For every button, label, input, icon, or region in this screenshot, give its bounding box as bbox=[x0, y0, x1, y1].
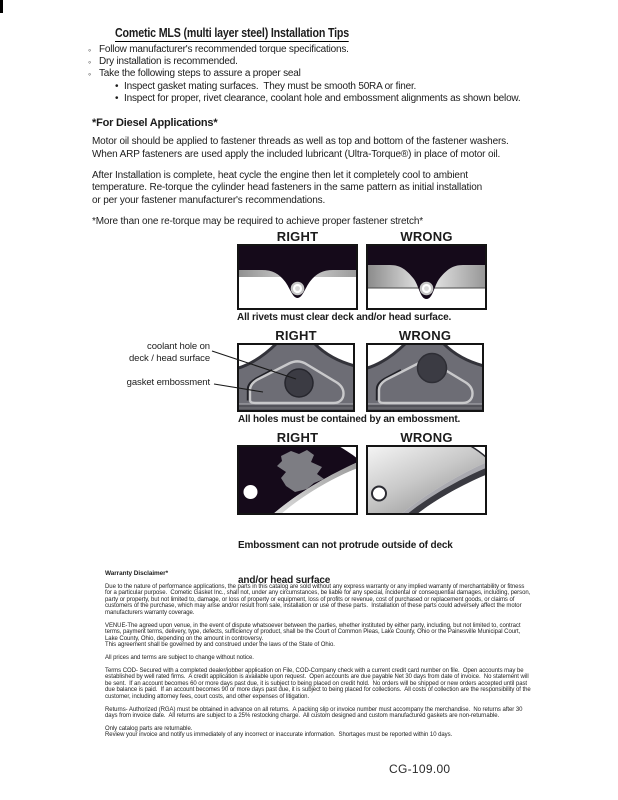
bullet-marker: ◦ bbox=[88, 69, 91, 80]
warranty-paragraph: Review your invoice and notify us immediately of any incorrect or inaccurate information. Shortages must be reported within 10 days. bbox=[105, 732, 453, 739]
wrong-header: WRONG bbox=[400, 229, 453, 244]
list-item bbox=[88, 44, 520, 56]
bullet-text: Follow manufacturer's recommended torque specifications. bbox=[99, 44, 349, 55]
list-item bbox=[115, 93, 520, 105]
page-title-text: Cometic MLS (multi layer steel) Installation Tips bbox=[115, 25, 350, 40]
sub-bullet-marker: • bbox=[115, 80, 119, 92]
warranty-paragraph: VENUE-The agreed upon venue, in the event of dispute whatsoever between the parties, whether instituted by either party, including, but not limited to, contract terms, payment terms, delivery, type, defects, sufficiency of product, shall be the Court of Common Pleas, Lake County, Ohio or the Painesville Municipal Court, Lake County, Ohio, depending on the amount in controversy. bbox=[105, 622, 523, 642]
containment-wrong-illustration bbox=[366, 343, 484, 412]
right-header: RIGHT bbox=[276, 430, 319, 445]
installation-tips-list bbox=[88, 44, 520, 105]
protrusion-right-illustration bbox=[237, 445, 358, 515]
bullet-marker: ◦ bbox=[88, 45, 91, 55]
paragraph: Motor oil should be applied to fastener threads as well as top and bottom of the fastener washers. When ARP fasteners are used apply the included lubricant (Ultra-Torque®) in place of motor oil. bbox=[92, 136, 509, 160]
rivet-wrong-illustration bbox=[366, 244, 487, 310]
right-header: RIGHT bbox=[276, 229, 319, 244]
list-item bbox=[88, 68, 520, 80]
bullet-marker: ◦ bbox=[88, 57, 91, 68]
warranty-paragraph: This agreement shall be governed by and construed under the laws of the State of Ohio. bbox=[105, 642, 335, 649]
rivet-clearance-wrong-diagram bbox=[366, 244, 487, 310]
protrusion-wrong-diagram bbox=[366, 445, 487, 515]
coolant-hole-label: coolant hole on deck / head surface bbox=[128, 341, 210, 364]
bullet-text: Inspect gasket mating surfaces. They must be smooth 50RA or finer. bbox=[124, 80, 417, 92]
warranty-heading: Warranty Disclaimer* bbox=[105, 570, 169, 577]
list-item bbox=[88, 56, 520, 68]
rivet-right-illustration bbox=[237, 244, 358, 310]
protrusion-caption: Embossment can not protrude outside of deck and/or head surface bbox=[238, 540, 453, 586]
warranty-paragraph: All prices and terms are subject to change without notice. bbox=[105, 654, 254, 661]
paragraph: After Installation is complete, heat cycle the engine then let it completely cool to ambient temperature. Re-torque the cylinder head fasteners in the same pattern as initial installation or per your fastener manufacturer's recommendations. bbox=[92, 169, 483, 207]
embossment-containment-right-diagram bbox=[237, 343, 355, 412]
gasket-embossment-label: gasket embossment bbox=[126, 377, 210, 388]
wrong-header: WRONG bbox=[400, 430, 453, 445]
rivet-clearance-right-diagram bbox=[237, 244, 358, 310]
warranty-paragraph: Terms COD- Secured with a completed dealer/jobber application on File, COD-Company check with a current credit card number on file. Open accounts may be established by well rated firms. A credit application is available upon request. Open accounts are due payable Net 30 days from date of invoice. No statement will be sent. If an account becomes 60 or more days past due, it is subject to being placed on credit hold. No orders will be shipped or new orders accepted until past due balance is paid. If an account becomes 90 or more days past due, it is subject to being placed for collections. All costs of collection are the responsibility of the customer, including attorney fees, court costs, and other expenses of litigation. bbox=[105, 667, 533, 700]
list-item bbox=[115, 81, 520, 93]
right-header: RIGHT bbox=[275, 328, 317, 343]
retorque-note: *More than one re-torque may be required to achieve proper fastener stretch* bbox=[92, 215, 424, 227]
page-title bbox=[115, 25, 400, 42]
warranty-disclaimer-section bbox=[105, 571, 531, 745]
warranty-paragraph: Only catalog parts are returnable. bbox=[105, 725, 193, 732]
sub-bullet-marker: • bbox=[115, 92, 119, 104]
containment-caption: All holes must be contained by an embossment. bbox=[238, 414, 461, 425]
bullet-text: Take the following steps to assure a proper seal bbox=[99, 68, 301, 80]
page-edge-mark bbox=[0, 0, 3, 13]
bullet-text: Dry installation is recommended. bbox=[99, 56, 238, 68]
containment-right-illustration bbox=[237, 343, 355, 412]
bullet-text: Inspect for proper, rivet clearance, coolant hole and embossment alignments as shown below. bbox=[124, 92, 521, 104]
catalog-page-code: CG-109.00 bbox=[389, 762, 451, 776]
warranty-paragraph: Due to the nature of performance applications, the parts in this catalog are sold without any express warranty or any implied warranty of merchantability or fitness for a particular purpose. Cometic Gasket Inc., shall not, under any circumstances, be liable for any special, incidental or consequential damages, including, person, party or property, but not limited to, damage, or loss of property or equipment, loss of profits or revenue, cost of purchased or replacement goods, or claims of customers of the purchase, which may arise and/or result from sale, installation or use of these parts. Installation of these parts could adversely affect the motor manufacturers warranty coverage. bbox=[105, 583, 532, 616]
embossment-containment-wrong-diagram bbox=[366, 343, 484, 412]
diesel-applications-section bbox=[92, 117, 509, 237]
wrong-header: WRONG bbox=[398, 328, 452, 343]
rivet-caption: All rivets must clear deck and/or head surface. bbox=[237, 312, 452, 323]
protrusion-right-diagram bbox=[237, 445, 358, 515]
protrusion-wrong-illustration bbox=[366, 445, 487, 515]
warranty-paragraph: Returns- Authorized (RGA) must be obtained in advance on all returns. A packing slip or invoice number must accompany the merchandise. No returns after 30 days from invoice date. All returns are subject to a 25% restocking charge. All custom designed and custom manufactured gaskets are non-returnable. bbox=[105, 706, 525, 720]
section-heading: *For Diesel Applications* bbox=[92, 117, 218, 129]
